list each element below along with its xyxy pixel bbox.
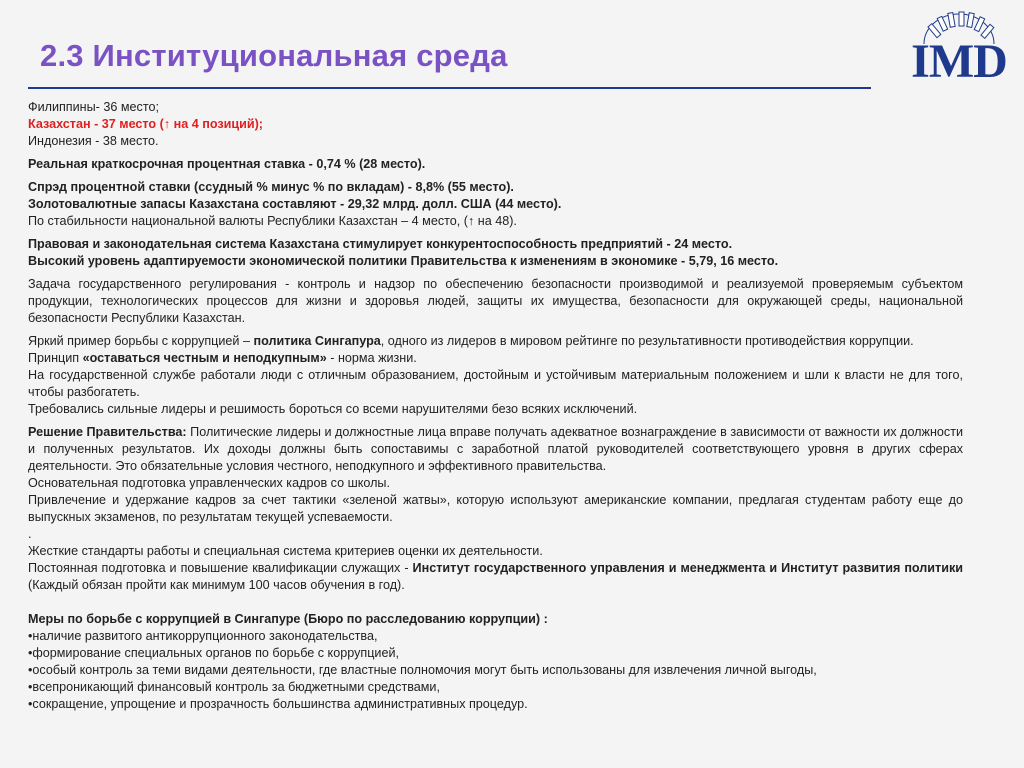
- currency-stability-text: По стабильности национальной валюты Республики Казахстан – 4 место, (↑ на 48).: [28, 214, 517, 228]
- legal-system-text: Правовая и законодательная система Казахстана стимулирует конкурентоспособность предприятий - 24 место.: [28, 237, 733, 251]
- page-title: 2.3 Институциональная среда: [40, 38, 508, 73]
- logo-text: IMD: [911, 35, 1007, 88]
- civil-service-text: На государственной службе работали люди с отличным образованием, достойным и устойчивым материальным положением и шли к власти не для того, чтобы разбогатеть.: [28, 368, 963, 399]
- singapore-paragraph: [28, 333, 963, 418]
- spacer: [28, 600, 963, 611]
- principle-emphasis: «оставаться честным и неподкупным»: [82, 351, 327, 365]
- title-divider: [28, 87, 871, 89]
- ranking-indonesia: Индонезия - 38 место.: [28, 134, 159, 148]
- principle-line: Принцип «оставаться честным и неподкупным» - норма жизни.: [28, 351, 417, 365]
- government-decision-paragraph: [28, 424, 963, 594]
- ranking-paragraph: [28, 99, 963, 150]
- measure-item: •формирование специальных органов по борьбе с коррупцией,: [28, 646, 399, 660]
- regulation-paragraph: Задача государственного регулирования - контроль и надзор по обеспечению безопасности производимой и реализуемой проверяемым субъектом продукции, технологических процессов для жизни и здоровья людей, защиты их имущества, безопасности для окружающей среды, национальной безопасности Республики Казахстан.: [28, 277, 963, 325]
- leaders-text: Требовались сильные лидеры и решимость бороться со всеми нарушителями безо всяких исключений.: [28, 402, 638, 416]
- standards-text: Жесткие стандарты работы и специальная система критериев оценки их деятельности.: [28, 544, 543, 558]
- measure-item: •наличие развитого антикоррупционного законодательства,: [28, 629, 378, 643]
- decision-text: Решение Правительства: Политические лидеры и должностные лица вправе получать адекватное вознаграждение в зависимости от важности их должности и полученных результатов. Их доходы должны быть сопоставимы с заработной платой руководителей соответствующего уровня в других сферах деятельности. Это обязательные условия честного, неподкупного и эффективного правительства.: [28, 425, 964, 473]
- singapore-policy-emphasis: политика Сингапура: [253, 334, 381, 348]
- policy-adaptability-text: Высокий уровень адаптируемости экономической политики Правительства к изменениям в экономике - 5,79, 16 место.: [28, 254, 779, 268]
- ranking-kazakhstan: Казахстан - 37 место (↑ на 4 позиций);: [28, 117, 263, 131]
- reserves-text: Золотовалютные запасы Казахстана составляют - 29,32 млрд. долл. США (44 место).: [28, 197, 562, 211]
- decision-label: Решение Правительства:: [28, 425, 187, 439]
- singapore-intro: Яркий пример борьбы с коррупцией – политика Сингапура, одного из лидеров в мировом рейтинге по результативности противодействия коррупции.: [28, 334, 914, 348]
- qualification-text: Постоянная подготовка и повышение квалификации служащих - Институт государственного управления и менеджмента и Институт развития политики (Каждый обязан пройти как минимум 100 часов обучения в год).: [28, 561, 964, 592]
- finance-paragraph: [28, 179, 963, 230]
- green-harvest-text: Привлечение и удержание кадров за счет тактики «зеленой жатвы», которую используют американские компании, предлагая студентам работу еще до выпускных экзаменов, по результатам текущей успеваемости.: [28, 493, 963, 524]
- spread-text: Спрэд процентной ставки (ссудный % минус % по вкладам) - 8,8% (55 место).: [28, 180, 514, 194]
- imd-logo: [910, 8, 1008, 86]
- measure-item: •сокращение, упрощение и прозрачность большинства административных процедур.: [28, 697, 528, 711]
- interest-rate-text: Реальная краткосрочная процентная ставка - 0,74 % (28 место).: [28, 157, 426, 171]
- institute-emphasis: Институт государственного управления и менеджмента и Институт развития политики: [412, 561, 964, 575]
- dot-line: .: [28, 527, 32, 541]
- legal-paragraph: [28, 236, 963, 270]
- measure-item: •всепроникающий финансовый контроль за бюджетными средствами,: [28, 680, 440, 694]
- measures-heading: Меры по борьбе с коррупцией в Сингапуре (Бюро по расследованию коррупции) :: [28, 612, 548, 626]
- ranking-philippines: Филиппины- 36 место;: [28, 100, 159, 114]
- measures-section: [28, 611, 963, 713]
- training-text: Основательная подготовка управленческих кадров со школы.: [28, 476, 390, 490]
- content-body: [28, 99, 963, 719]
- measure-item: •особый контроль за теми видами деятельности, где властные полномочия могут быть использованы для извлечения личной выгоды,: [28, 663, 817, 677]
